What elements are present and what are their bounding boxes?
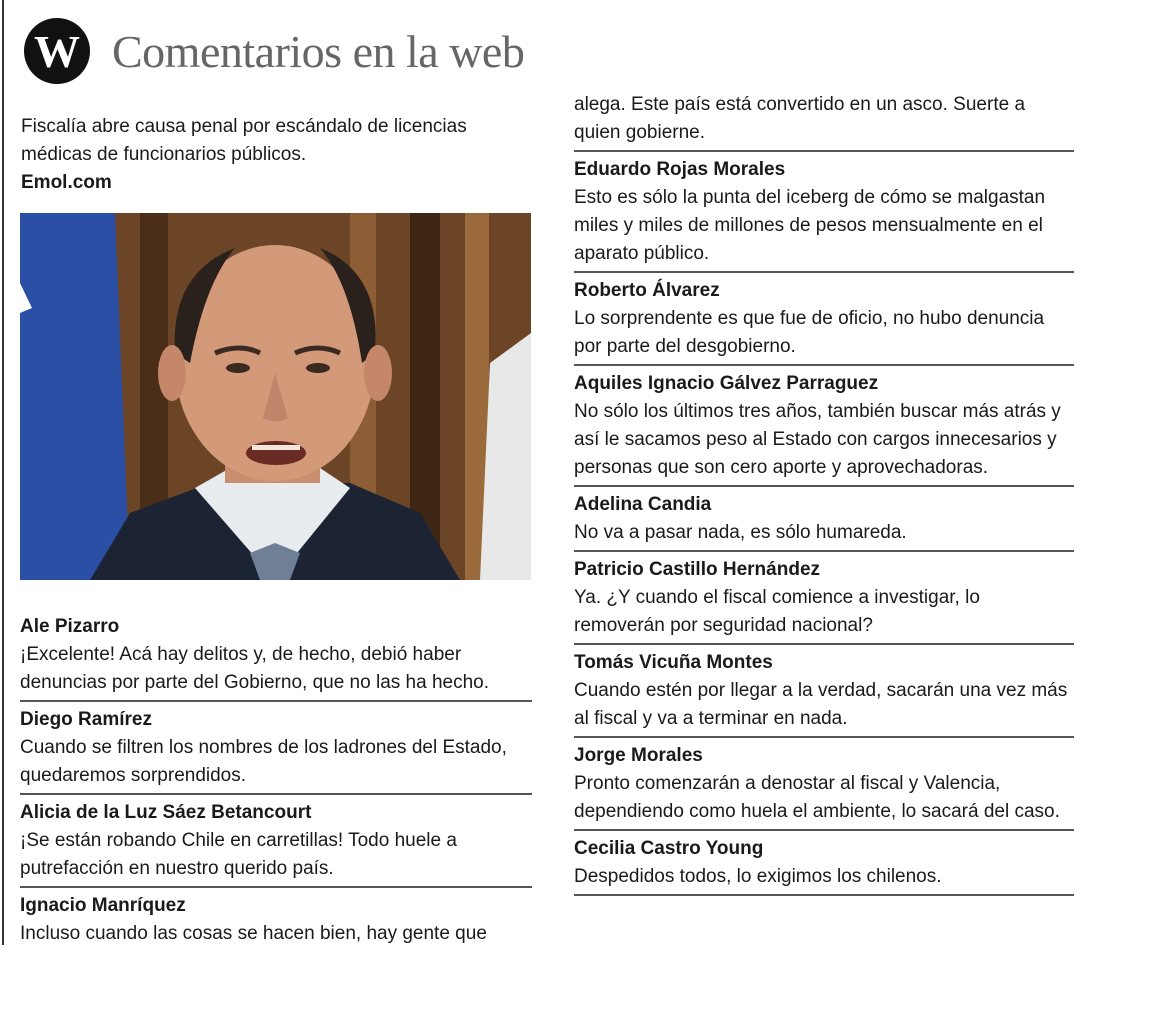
comment-text: Ya. ¿Y cuando el fiscal comience a investigar, lo removerán por seguridad nacional?: [574, 587, 980, 636]
comment-author[interactable]: Ignacio Manríquez: [20, 895, 186, 916]
comment-text: Pronto comenzarán a denostar al fiscal y Valencia, dependiendo como huela el ambiente, lo sacará del caso.: [574, 773, 1060, 822]
comment-text: alega. Este país está convertido en un asco. Suerte a quien gobierne.: [574, 94, 1026, 143]
comment-text: Lo sorprendente es que fue de oficio, no hubo denuncia por parte del desgobierno.: [574, 308, 1045, 357]
comments-right-column: [574, 90, 1074, 899]
comment: [574, 155, 1074, 273]
comment: [20, 798, 532, 888]
left-column-rule: [2, 0, 4, 945]
comment-author[interactable]: Eduardo Rojas Morales: [574, 159, 786, 180]
article-source[interactable]: Emol.com: [21, 172, 112, 193]
comment-author[interactable]: Roberto Álvarez: [574, 280, 720, 301]
comment: [574, 369, 1074, 487]
comment-text: Esto es sólo la punta del iceberg de cómo se malgastan miles y miles de millones de pesos mensualmente en el aparato público.: [574, 187, 1046, 264]
article-intro: [21, 113, 531, 197]
comment: [574, 648, 1074, 738]
portrait-photo: [20, 213, 531, 580]
comment: [574, 490, 1074, 552]
comment-text: ¡Se están robando Chile en carretillas! Todo huele a putrefacción en nuestro querido país.: [20, 830, 457, 879]
comment-author[interactable]: Diego Ramírez: [20, 709, 152, 730]
section-title: Comentarios en la web: [112, 25, 525, 77]
comment: [574, 276, 1074, 366]
w-logo-icon: W: [24, 18, 90, 84]
comment-continuation: [574, 90, 1074, 152]
comment-author[interactable]: Cecilia Castro Young: [574, 838, 764, 859]
comment-text: No sólo los últimos tres años, también buscar más atrás y así le sacamos peso al Estado con cargos innecesarios y personas que son cero aporte y aprovechadoras.: [574, 401, 1061, 478]
comment-author[interactable]: Ale Pizarro: [20, 616, 120, 637]
comment: [574, 555, 1074, 645]
comments-left-column: [20, 612, 532, 954]
section-header: [24, 16, 524, 86]
comment: [574, 834, 1074, 896]
comment-text: Despedidos todos, lo exigimos los chilenos.: [574, 866, 942, 887]
comment-text: No va a pasar nada, es sólo humareda.: [574, 522, 907, 543]
comment-text: Cuando se filtren los nombres de los ladrones del Estado, quedaremos sorprendidos.: [20, 737, 507, 786]
comment: [20, 891, 532, 951]
comment-author[interactable]: Alicia de la Luz Sáez Betancourt: [20, 802, 312, 823]
comment-author[interactable]: Aquiles Ignacio Gálvez Parraguez: [574, 373, 879, 394]
comment: [574, 741, 1074, 831]
comment-author[interactable]: Tomás Vicuña Montes: [574, 652, 773, 673]
article-headline[interactable]: Fiscalía abre causa penal por escándalo de licencias médicas de funcionarios públicos.: [21, 116, 467, 165]
comment: [20, 612, 532, 702]
comment-text: Incluso cuando las cosas se hacen bien, hay gente que: [20, 923, 487, 944]
comment-text: Cuando estén por llegar a la verdad, sacarán una vez más al fiscal y va a terminar en nada.: [574, 680, 1068, 729]
comment-author[interactable]: Patricio Castillo Hernández: [574, 559, 821, 580]
comment-text: ¡Excelente! Acá hay delitos y, de hecho, debió haber denuncias por parte del Gobierno, que no las ha hecho.: [20, 644, 489, 693]
comment: [20, 705, 532, 795]
comment-author[interactable]: Adelina Candia: [574, 494, 712, 515]
comment-author[interactable]: Jorge Morales: [574, 745, 703, 766]
